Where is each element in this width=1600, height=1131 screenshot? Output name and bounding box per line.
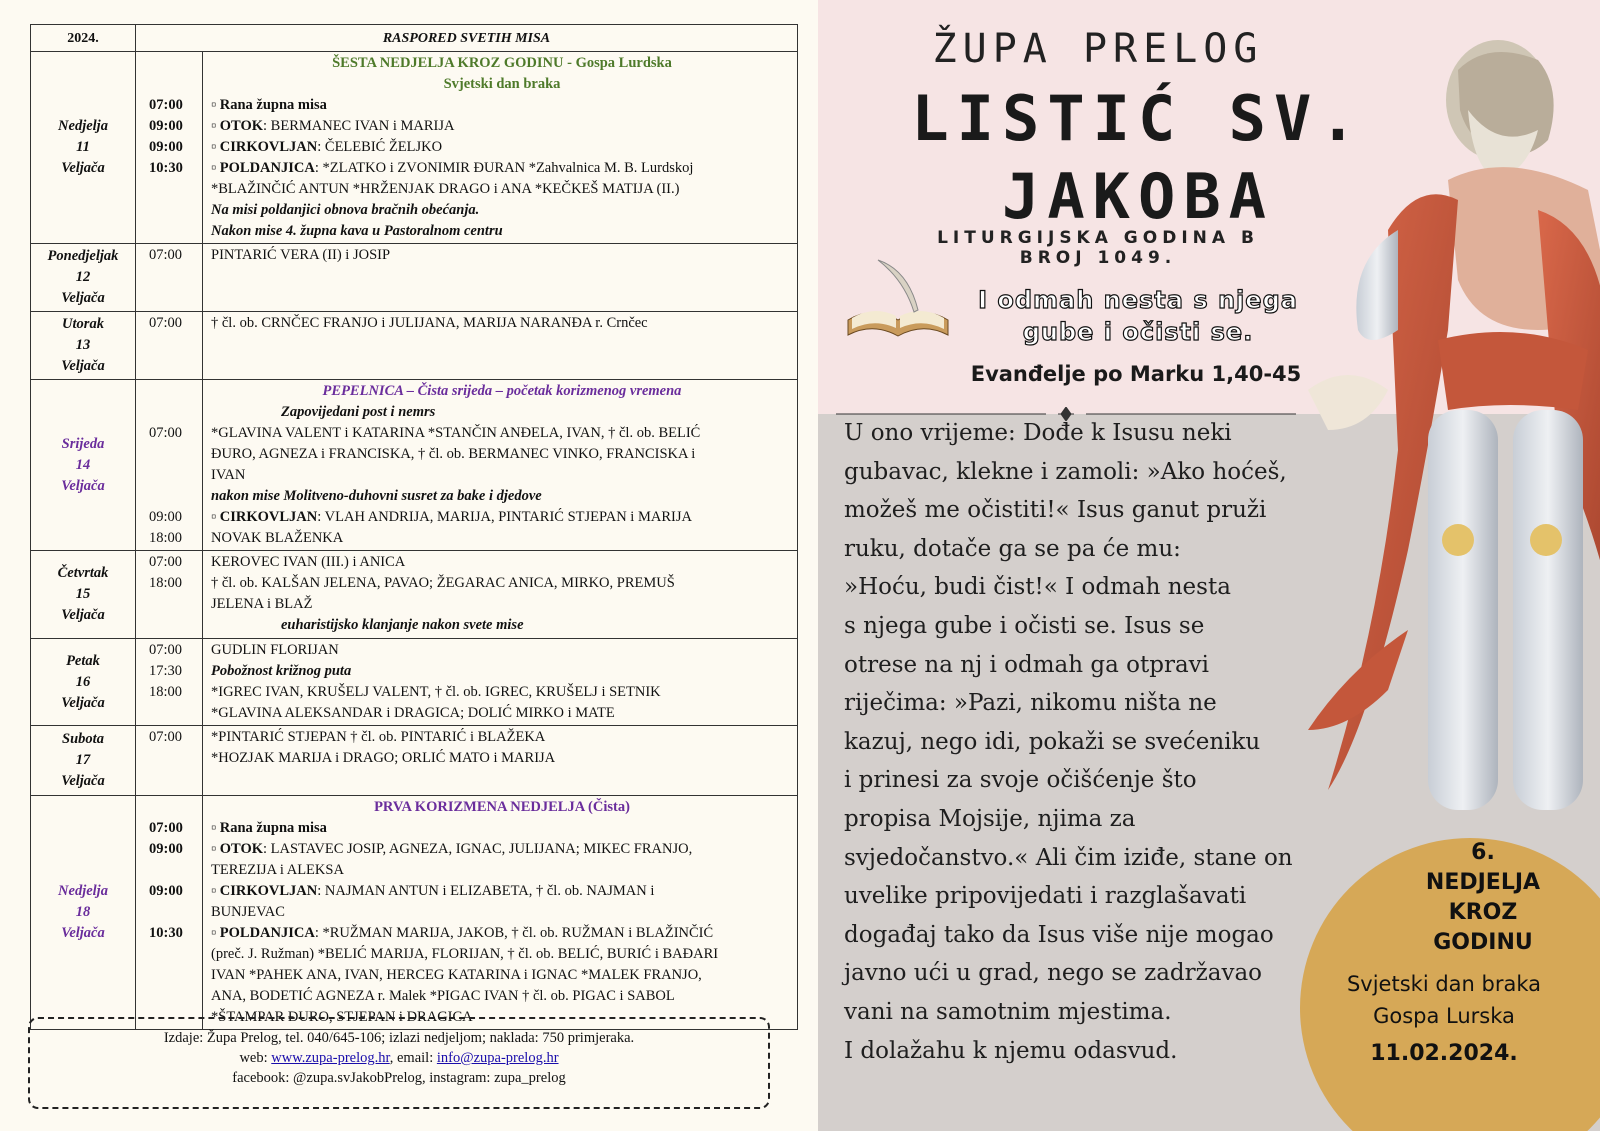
table-row: Petak 16 Veljača 07:00 17:30 18:00 GUDLIN FLORIJAN Pobožnost križnog puta *IGREC IVAN, KRUŠELJ VALENT, † čl. ob. IGREC, KRUŠELJ i SETNIK *GLAVINA ALEKSANDAR i DRAGICA; DOLIĆ MIRKO i MATE	[31, 639, 798, 726]
gospel-line: gubavac, klekne i zamoli: »Ako hoćeš,	[844, 458, 1287, 485]
gospel-line: događaj tako da Isus više nije mogao	[844, 921, 1274, 948]
day-cell: Ponedjeljak 12 Veljača	[31, 244, 136, 312]
gospel-line: kazuj, nego idi, pokaži se svećeniku	[844, 728, 1261, 755]
day-cell: Srijeda 14 Veljača	[31, 380, 136, 551]
gospel-text	[844, 414, 1324, 1070]
table-row	[31, 52, 798, 244]
gospel-reference: Evanđelje po Marku 1,40-45	[970, 362, 1302, 386]
gospel-line: propisa Mojsije, njima za	[844, 805, 1136, 832]
table-row: Ponedjeljak 12 Veljača 07:00 PINTARIĆ VERA (II) i JOSIP	[31, 244, 798, 312]
schedule-year: 2024.	[31, 25, 136, 52]
gospel-quote: I odmah nesta s njega gube i očisti se.	[978, 286, 1298, 346]
table-row: Subota 17 Veljača 07:00 *PINTARIĆ STJEPAN † čl. ob. PINTARIĆ i BLAŽEKA *HOZJAK MARIJA i DRAGO; ORLIĆ MATO i MARIJA	[31, 726, 798, 796]
mass-schedule-table	[30, 24, 798, 1030]
parish-name: ŽUPA PRELOG	[932, 26, 1264, 72]
day-cell: Nedjelja 11 Veljača	[31, 52, 136, 244]
table-row: Četvrtak 15 Veljača 07:00 18:00 KEROVEC IVAN (III.) i ANICA † čl. ob. KALŠAN JELENA, PAVAO; ŽEGARAC ANICA, MIRKO, PREMUŠ JELENA i BLAŽ euharistijsko klanjanje nakon svete mise	[31, 551, 798, 639]
intentions-cell: ŠESTA NEDJELJA KROZ GODINU - Gospa Lurdska Svjetski dan braka ▫ Rana župna misa ▫ OTOK: BERMANEC IVAN i MARIJA ▫ CIRKOVLJAN: ČELEBIĆ ŽELJKO ▫ POLDANJICA: *ZLATKO i ZVONIMIR ĐURAN *Zahvalnica M. B. Lurdskoj *BLAŽINČIĆ ANTUN *HRŽENJAK DRAGO i ANA *KEČKEŠ MATIJA (II.) Na misi poldanjici obnova bračnih obećanja. Nakon mise 4. župna kava u Pastoralnom centru	[203, 52, 798, 244]
gospel-line: možeš me očistiti!« Isus ganut pruži	[844, 497, 1267, 524]
day-cell: Nedjelja 18 Veljača	[31, 796, 136, 1030]
publisher-footer: Izdaje: Župa Prelog, tel. 040/645-106; izlazi nedjeljom; naklada: 750 primjeraka. web: www.zupa-prelog.hr, email: info@zupa-prelog.hr facebook: @zupa.svJakobPrelog, instagram: zupa_prelog	[28, 1017, 770, 1109]
table-row: Srijeda 14 Veljača 07:00 09:00 18:00 PEPELNICA – Čista srijeda – početak korizmenog vremena Zapovijedani post i nemrs *GLAVINA VALENT i KATARINA *STANČIN ANĐELA, IVAN, † čl. ob. BELIĆ ĐURO, AGNEZA i FRANCISKA, † čl. ob. BERMANEC VINKO, FRANCISKA i IVAN nakon mise Molitveno-duhovni susret za bake i djedove ▫ CIRKOVLJAN: VLAH ANDRIJA, MARIJA, PINTARIĆ STJEPAN i MARIJA NOVAK BLAŽENKA	[31, 380, 798, 551]
table-row: Nedjelja 18 Veljača 07:00 09:00 09:00 10:30 PRVA KORIZMENA NEDJELJA (Čista) ▫ Rana župna misa ▫ OTOK: LASTAVEC JOSIP, AGNEZA, IGNAC, JULIJANA; MIKEC FRANJO, TEREZIJA i ALEKSA ▫ CIRKOVLJAN: NAJMAN ANTUN i ELIZABETA, † čl. ob. NAJMAN i BUNJEVAC ▫ POLDANJICA: *RUŽMAN MARIJA, JAKOB, † čl. ob. RUŽMAN i BLAŽINČIĆ (preč. J. Ružman) *BELIĆ MARIJA, FLORIJAN, † čl. ob. BELIĆ, BURIĆ i BAĐARI IVAN *PAHEK ANA, IVAN, HERCEG KATARINA i IGNAC *MALEK FRANJO, ANA, BODETIĆ AGNEZA r. Malek *PIGAC IVAN † čl. ob. PIGAC i SABOL *ŠTAMPAR ĐURO, STJEPAN i DRAGICA	[31, 796, 798, 1030]
table-row: Utorak 13 Veljača 07:00 † čl. ob. CRNČEC FRANJO i JULIJANA, MARIJA NARANĐA r. Crnčec	[31, 312, 798, 380]
times-cell: 07:00 09:00 09:00 10:30	[136, 52, 203, 244]
day-cell: Utorak 13 Veljača	[31, 312, 136, 380]
gospel-line: riječima: »Pazi, nikomu ništa ne	[844, 690, 1217, 717]
gospel-line: I dolažahu k njemu odasvud.	[844, 1037, 1178, 1064]
cover-page	[818, 0, 1600, 1131]
sunday-title: 6. NEDJELJA KROZ GODINU	[1425, 840, 1541, 955]
gospel-line: ruku, dotače ga se pa će mu:	[844, 535, 1181, 562]
gospel-line: »Hoću, budi čist!« I odmah nesta	[844, 574, 1231, 601]
schedule-title: RASPORED SVETIH MISA	[136, 25, 798, 52]
gospel-line: svjedočanstvo.« Ali čim iziđe, stane on	[844, 844, 1293, 871]
gospel-line: i prinesi za svoje očišćenje što	[844, 767, 1197, 794]
gospel-line: javno ući u grad, nego se zadržavao	[844, 960, 1263, 987]
gospel-line: s njega gube i očisti se. Isus se	[844, 612, 1205, 639]
liturgical-info: LITURGIJSKA GODINA B BROJ 1049.	[937, 228, 1259, 268]
email-link[interactable]: info@zupa-prelog.hr	[436, 1050, 559, 1066]
occasion: Svjetski dan braka Gospa Lurska	[1346, 972, 1542, 1028]
gospel-line: vani na samotnim mjestima.	[844, 998, 1172, 1025]
gospel-line: U ono vrijeme: Dođe k Isusu neki	[844, 420, 1232, 446]
day-cell: Četvrtak 15 Veljača	[31, 551, 136, 639]
day-cell: Petak 16 Veljača	[31, 639, 136, 726]
gospel-line: otrese na nj i odmah ga otpravi	[844, 651, 1210, 678]
issue-date: 11.02.2024.	[1370, 1041, 1518, 1066]
day-cell: Subota 17 Veljača	[31, 726, 136, 796]
bulletin-title: LISTIĆ SV. JAKOBA	[911, 82, 1365, 233]
gospel-line: uvelike pripovijedati i razglašavati	[844, 883, 1247, 910]
website-link[interactable]: www.zupa-prelog.hr	[271, 1050, 390, 1066]
